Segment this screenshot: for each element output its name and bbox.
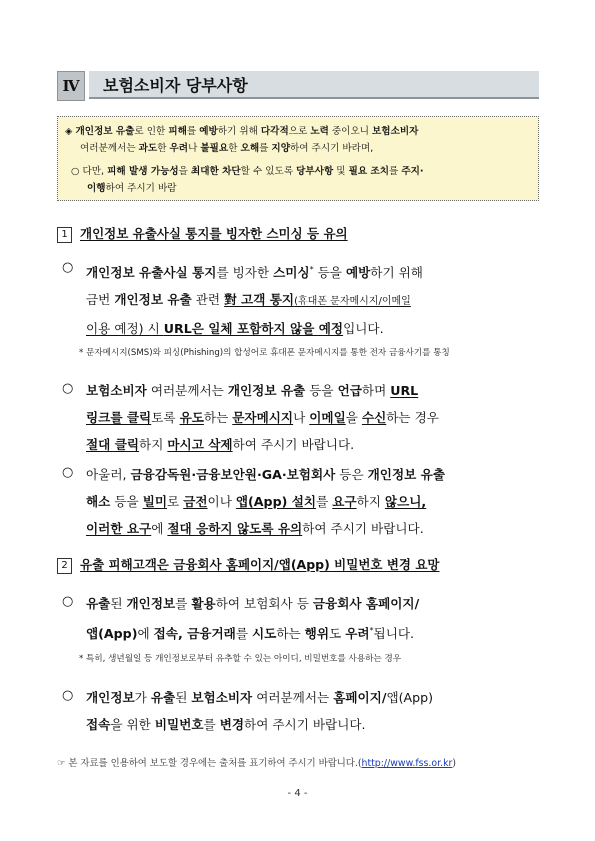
text: 이러한 요구 (86, 521, 152, 536)
text: 절대 응하지 않도록 유의 (167, 521, 303, 536)
text: 주지· (401, 166, 424, 177)
text: 된 (175, 690, 192, 705)
text: 접속 (86, 717, 111, 732)
circle-bullet-icon: ○ (62, 594, 74, 609)
text: 하여 보험회사 등 (215, 596, 313, 611)
subsection-1-heading (57, 224, 348, 243)
paragraph-line (86, 515, 445, 542)
paragraph-1 (86, 256, 423, 342)
text: 오해 (240, 143, 260, 154)
text: 당부사항 (296, 166, 334, 177)
text: 로 (167, 494, 184, 509)
circle-bullet-icon: ○ (62, 465, 74, 480)
circle-bullet-icon: ○ (62, 260, 74, 275)
text: 빌미 (142, 494, 168, 509)
text: 가 (134, 690, 151, 705)
text: 여러분께서는 (146, 383, 228, 398)
text: 앱(App) (86, 626, 138, 642)
paragraph-5 (86, 684, 433, 738)
text: 됩니다. (373, 626, 415, 642)
text: 하는 (203, 410, 233, 425)
text: 개인정보 유출 (367, 467, 446, 482)
text: 개인정보 (86, 690, 135, 705)
text: 피해 (168, 126, 187, 137)
text: 하기 위해 (217, 126, 261, 137)
text: 홈페이지/ (333, 690, 387, 705)
text: 문자메시지 (232, 410, 294, 425)
text: 보험소비자 (191, 690, 253, 705)
text: 하여 주시기 바람 (105, 183, 177, 194)
text: 금융감독원·금융보안원·GA·보험회사 (130, 467, 336, 482)
text: 를 (316, 494, 333, 509)
text: 금전 (183, 494, 208, 509)
text: 앱(App) 설치 (235, 494, 317, 509)
paragraph-line (86, 617, 419, 647)
text: 를 (389, 166, 402, 177)
paragraph-line (86, 404, 439, 431)
text: 앱(App) (386, 690, 434, 705)
text: 등을 (110, 494, 143, 509)
text: 링크를 클릭 (86, 410, 152, 425)
paragraph-line (86, 377, 439, 404)
paragraph-line (86, 315, 423, 342)
summary-line-3 (71, 163, 424, 180)
section-title: 보험소비자 당부사항 (89, 71, 539, 99)
text: 토록 (151, 410, 180, 425)
text: 접속, 금융거래 (153, 626, 236, 642)
paragraph-line (86, 590, 419, 617)
text: 對 고객 통지 (224, 292, 295, 308)
citation-note (57, 755, 456, 769)
text: 다만, (82, 166, 108, 177)
summary-box (57, 116, 539, 201)
footnote-marker: * (309, 265, 314, 274)
paragraph-line (86, 488, 445, 515)
text: 나 (293, 410, 310, 425)
summary-line-2 (80, 140, 373, 157)
text: 하여 주시기 바랍니다. (244, 717, 366, 732)
text: 입니다. (343, 321, 384, 337)
subsection-title: 개인정보 유출사실 통지를 빙자한 스미싱 등 유의 (80, 226, 348, 241)
text: 하며 (361, 383, 391, 398)
text: 보험소비자 (86, 383, 147, 398)
text: 금융회사 홈페이지/ (312, 596, 420, 611)
text: 이나 (207, 494, 236, 509)
citation-close: ) (452, 758, 457, 769)
footnote-marker: * (369, 626, 374, 635)
paragraph-4 (86, 590, 419, 647)
text: 하지 (356, 494, 385, 509)
text: 않으니, (384, 494, 427, 509)
text: 이행 (87, 183, 106, 194)
text: 을 (345, 410, 362, 425)
pointing-hand-icon: ☞ (57, 758, 66, 769)
text: 필요 조치 (348, 166, 390, 177)
subsection-2-heading (57, 555, 439, 574)
text: 유출 (86, 596, 111, 611)
text: 등을 (305, 383, 338, 398)
text: 하기 위해 (370, 265, 423, 281)
text: (휴대폰 문자메시지/이메일 (294, 296, 411, 308)
paragraph-line (86, 431, 439, 458)
text: 해소 (86, 494, 111, 509)
text: 유출 (150, 690, 176, 705)
text: 피해 발생 가능성 (107, 166, 179, 177)
text: 에 (151, 521, 168, 536)
text: 지양 (271, 143, 290, 154)
text: 로 인한 (134, 126, 169, 137)
paragraph-line (86, 256, 423, 286)
text: 최대한 차단 (190, 166, 241, 177)
text: 과도 (138, 143, 158, 154)
text: 변경 (219, 717, 245, 732)
text: 마시고 삭제 (167, 437, 233, 452)
text: 예방 (345, 265, 371, 281)
text: URL (390, 383, 419, 398)
text: 언급 (337, 383, 362, 398)
text: 을 (178, 166, 191, 177)
paragraph-line (86, 684, 433, 711)
circle-bullet-icon: ○ (62, 688, 74, 703)
text: 비밀번호 (154, 717, 204, 732)
text: 나 (188, 143, 201, 154)
circle-bullet-icon: ○ (71, 166, 80, 177)
summary-line-1 (65, 123, 418, 140)
text: 불필요 (200, 143, 229, 154)
text: 를 (259, 143, 272, 154)
paragraph-line (86, 286, 423, 315)
text: 노력 (310, 126, 329, 137)
text: 시도 (251, 626, 277, 642)
text: 여러분께서는 (252, 690, 334, 705)
text: 우려 (169, 143, 189, 154)
text: 를 (203, 717, 220, 732)
text: 에 (137, 626, 154, 642)
subsection-title: 유출 피해고객은 금융회사 홈페이지/앱(App) 비밀번호 변경 요망 (80, 557, 440, 572)
text: URL은 일체 포함하지 않을 예정 (163, 321, 344, 337)
text: 요구 (332, 494, 357, 509)
text: 를 (235, 626, 252, 642)
text: 보험소비자 (372, 126, 419, 137)
text: 하여 주시기 바라며, (289, 143, 374, 154)
text: 한 (157, 143, 170, 154)
text: 등을 (313, 265, 346, 281)
text: 을 위한 (110, 717, 155, 732)
subsection-number: 1 (57, 227, 72, 243)
text: 하는 (276, 626, 305, 642)
text: 행위 (304, 626, 330, 642)
text: 수신 (361, 410, 387, 425)
text: 및 (333, 166, 349, 177)
text: 하여 주시기 바랍니다. (302, 521, 424, 536)
text: 도 (329, 626, 346, 642)
text: 할 수 있도록 (240, 166, 297, 177)
text: 개인정보 유출 (114, 292, 192, 308)
text: 관련 (191, 292, 225, 308)
text: 개인정보 유출 (227, 383, 306, 398)
paragraph-line (86, 711, 433, 738)
paragraph-line (86, 461, 445, 488)
citation-text: 본 자료를 인용하여 보도할 경우에는 출처를 표기하여 주시기 바랍니다.( (68, 758, 362, 769)
text: 아울러, (86, 467, 131, 482)
text: 금번 (86, 292, 115, 308)
text: 이메일 (309, 410, 346, 425)
section-number: Ⅳ (57, 71, 85, 101)
text: 개인정보 (126, 596, 176, 611)
text: 이용 예정) 시 (86, 321, 164, 337)
text: 다각적 (260, 126, 289, 137)
paragraph-3 (86, 461, 445, 542)
text: 예방 (199, 126, 218, 137)
footnote-1: * 문자메시지(SMS)와 피싱(Phishing)의 합성어로 휴대폰 문자메시지를 통한 전자 금융사기를 통칭 (79, 348, 450, 358)
page-number: - 4 - (287, 788, 308, 799)
fss-website-link[interactable]: http://www.fss.or.kr (361, 758, 453, 769)
text: 하는 경우 (386, 410, 439, 425)
subsection-number: 2 (57, 558, 72, 574)
diamond-marker-icon: ◈ (65, 126, 73, 137)
text: 절대 클릭 (86, 437, 140, 452)
paragraph-2 (86, 377, 439, 458)
text: 한 (228, 143, 241, 154)
text: 우려 (345, 626, 370, 642)
text: 를 빙자한 (216, 265, 274, 281)
text: 등은 (335, 467, 368, 482)
text: 를 (175, 596, 192, 611)
summary-line-4 (87, 180, 177, 197)
text: 활용 (191, 596, 216, 611)
text: 하지 (139, 437, 168, 452)
text: 하여 주시기 바랍니다. (232, 437, 355, 452)
text: 중이오니 (328, 126, 373, 137)
text: 개인정보 유출 (75, 126, 135, 137)
text: 으로 (288, 126, 311, 137)
circle-bullet-icon: ○ (62, 381, 74, 396)
text: 유도 (179, 410, 204, 425)
text: 여러분께서는 (80, 143, 139, 154)
text: 개인정보 유출사실 통지 (86, 265, 217, 281)
text: 스미싱 (273, 265, 310, 281)
text: 를 (186, 126, 200, 137)
footnote-2: * 특히, 생년월일 등 개인정보로부터 유추할 수 있는 아이디, 비밀번호를 사용하는 경우 (79, 654, 402, 664)
text: 된 (110, 596, 127, 611)
